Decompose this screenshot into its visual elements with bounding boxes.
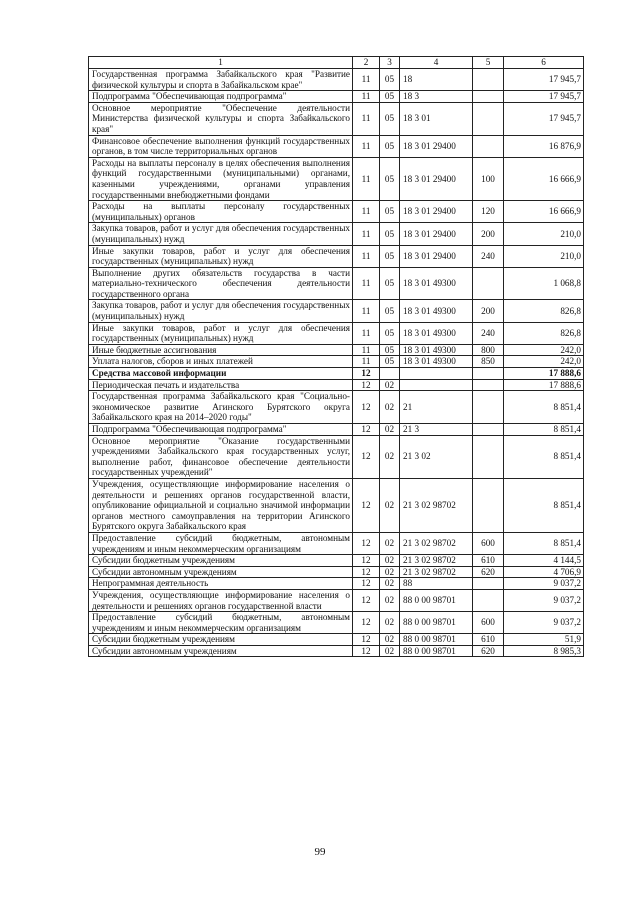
target-article-cell: 88 0 00 98701 <box>400 589 473 611</box>
section-code-cell: 12 <box>353 645 380 657</box>
table-row <box>89 478 584 532</box>
section-code-cell: 12 <box>353 435 380 478</box>
target-article-cell: 88 0 00 98701 <box>400 612 473 634</box>
section-code-cell: 12 <box>353 634 380 646</box>
item-name-cell: Финансовое обеспечение выполнения функций государственных органов, в том числе территориальных органов <box>89 135 353 157</box>
target-article-cell <box>400 368 473 380</box>
expense-type-cell <box>473 589 504 611</box>
table-row <box>89 102 584 135</box>
section-code-cell: 11 <box>353 201 380 223</box>
table-row <box>89 135 584 157</box>
section-code-cell: 12 <box>353 566 380 578</box>
section-code-cell: 12 <box>353 391 380 424</box>
item-name-cell: Подпрограмма "Обеспечивающая подпрограмма" <box>89 424 353 436</box>
target-article-cell: 18 3 01 29400 <box>400 201 473 223</box>
item-name-cell: Периодическая печать и издательства <box>89 379 353 391</box>
expense-type-cell <box>473 435 504 478</box>
item-name-cell: Учреждения, осуществляющие информирование населения о деятельности и решениях органов государственной власти <box>89 589 353 611</box>
item-name-cell: Выполнение других обязательств государства в части материально-технического обеспечения деятельности государственного органа <box>89 267 353 300</box>
expense-type-cell <box>473 578 504 590</box>
item-name-cell: Иные бюджетные ассигнования <box>89 344 353 356</box>
subsection-code-cell: 02 <box>380 578 400 590</box>
table-row <box>89 267 584 300</box>
table-row <box>89 379 584 391</box>
table-row <box>89 91 584 103</box>
item-name-cell: Расходы на выплаты персоналу государственных (муниципальных) органов <box>89 201 353 223</box>
item-name-cell: Субсидии бюджетным учреждениям <box>89 634 353 646</box>
expense-type-cell <box>473 424 504 436</box>
column-header: 3 <box>380 57 400 69</box>
expense-type-cell <box>473 379 504 391</box>
subsection-code-cell: 05 <box>380 322 400 344</box>
amount-cell: 9 037,2 <box>504 612 584 634</box>
table-row <box>89 634 584 646</box>
amount-cell: 17 888,6 <box>504 368 584 380</box>
target-article-cell: 18 3 01 49300 <box>400 300 473 322</box>
column-header: 2 <box>353 57 380 69</box>
amount-cell: 17 945,7 <box>504 102 584 135</box>
item-name-cell: Субсидии автономным учреждениям <box>89 645 353 657</box>
item-name-cell: Субсидии автономным учреждениям <box>89 566 353 578</box>
expense-type-cell <box>473 135 504 157</box>
amount-cell: 8 851,4 <box>504 424 584 436</box>
table-row <box>89 435 584 478</box>
item-name-cell: Государственная программа Забайкальского края "Социально-экономическое развитие Агинского Бурятского округа Забайкальского края на 2014–2020 годы" <box>89 391 353 424</box>
amount-cell: 242,0 <box>504 344 584 356</box>
item-name-cell: Непрограммная деятельность <box>89 578 353 590</box>
subsection-code-cell: 05 <box>380 245 400 267</box>
expense-type-cell: 100 <box>473 157 504 200</box>
table-row <box>89 157 584 200</box>
target-article-cell: 21 <box>400 391 473 424</box>
item-name-cell: Иные закупки товаров, работ и услуг для обеспечения государственных (муниципальных) нужд <box>89 245 353 267</box>
target-article-cell: 21 3 02 98702 <box>400 566 473 578</box>
target-article-cell: 88 0 00 98701 <box>400 645 473 657</box>
subsection-code-cell: 05 <box>380 344 400 356</box>
expense-type-cell <box>473 267 504 300</box>
amount-cell: 8 851,4 <box>504 391 584 424</box>
table-header-row <box>89 57 584 69</box>
subsection-code-cell <box>380 368 400 380</box>
column-header: 6 <box>504 57 584 69</box>
table-row <box>89 532 584 554</box>
subsection-code-cell: 02 <box>380 589 400 611</box>
target-article-cell: 21 3 02 98702 <box>400 532 473 554</box>
amount-cell: 210,0 <box>504 245 584 267</box>
section-code-cell: 12 <box>353 368 380 380</box>
amount-cell: 8 851,4 <box>504 435 584 478</box>
table-row <box>89 368 584 380</box>
target-article-cell: 18 3 01 <box>400 102 473 135</box>
item-name-cell: Уплата налогов, сборов и иных платежей <box>89 356 353 368</box>
target-article-cell: 88 0 00 98701 <box>400 634 473 646</box>
amount-cell: 1 068,8 <box>504 267 584 300</box>
page-number: 99 <box>314 846 326 858</box>
target-article-cell: 18 3 <box>400 91 473 103</box>
amount-cell: 242,0 <box>504 356 584 368</box>
expense-type-cell <box>473 91 504 103</box>
amount-cell: 17 945,7 <box>504 69 584 91</box>
subsection-code-cell: 05 <box>380 267 400 300</box>
expense-type-cell: 240 <box>473 322 504 344</box>
amount-cell: 16 876,9 <box>504 135 584 157</box>
subsection-code-cell: 05 <box>380 102 400 135</box>
subsection-code-cell: 05 <box>380 223 400 245</box>
amount-cell: 9 037,2 <box>504 578 584 590</box>
table-row <box>89 578 584 590</box>
target-article-cell: 21 3 02 98702 <box>400 478 473 532</box>
section-code-cell: 11 <box>353 135 380 157</box>
expense-type-cell: 620 <box>473 645 504 657</box>
target-article-cell: 18 3 01 29400 <box>400 223 473 245</box>
table-row <box>89 344 584 356</box>
section-code-cell: 12 <box>353 424 380 436</box>
subsection-code-cell: 02 <box>380 435 400 478</box>
item-name-cell: Закупка товаров, работ и услуг для обеспечения государственных (муниципальных) нужд <box>89 300 353 322</box>
amount-cell: 4 144,5 <box>504 555 584 567</box>
amount-cell: 4 706,9 <box>504 566 584 578</box>
section-code-cell: 12 <box>353 555 380 567</box>
expense-type-cell: 600 <box>473 612 504 634</box>
table-row <box>89 424 584 436</box>
section-code-cell: 11 <box>353 69 380 91</box>
target-article-cell: 88 <box>400 578 473 590</box>
expense-type-cell: 200 <box>473 300 504 322</box>
section-code-cell: 11 <box>353 102 380 135</box>
table-row <box>89 645 584 657</box>
table-row <box>89 300 584 322</box>
expense-type-cell <box>473 102 504 135</box>
expense-type-cell: 800 <box>473 344 504 356</box>
amount-cell: 8 851,4 <box>504 532 584 554</box>
section-code-cell: 12 <box>353 578 380 590</box>
subsection-code-cell: 05 <box>380 300 400 322</box>
subsection-code-cell: 02 <box>380 645 400 657</box>
expense-type-cell: 240 <box>473 245 504 267</box>
section-code-cell: 11 <box>353 245 380 267</box>
expense-type-cell <box>473 69 504 91</box>
amount-cell: 16 666,9 <box>504 201 584 223</box>
table-row <box>89 322 584 344</box>
subsection-code-cell: 05 <box>380 157 400 200</box>
item-name-cell: Субсидии бюджетным учреждениям <box>89 555 353 567</box>
table-row <box>89 245 584 267</box>
budget-table <box>88 56 584 657</box>
target-article-cell: 18 3 01 49300 <box>400 356 473 368</box>
section-code-cell: 11 <box>353 356 380 368</box>
item-name-cell: Расходы на выплаты персоналу в целях обеспечения выполнения функций государственными (муниципальными) органами, казенными учреждениями, органами управления государственными внебюджетными фондами <box>89 157 353 200</box>
table-row <box>89 391 584 424</box>
table-row <box>89 612 584 634</box>
section-code-cell: 11 <box>353 91 380 103</box>
expense-type-cell: 600 <box>473 532 504 554</box>
table-body <box>89 69 584 657</box>
column-header: 1 <box>89 57 353 69</box>
amount-cell: 210,0 <box>504 223 584 245</box>
table-row <box>89 201 584 223</box>
subsection-code-cell: 05 <box>380 201 400 223</box>
target-article-cell: 21 3 02 <box>400 435 473 478</box>
table-row <box>89 566 584 578</box>
item-name-cell: Подпрограмма "Обеспечивающая подпрограмма" <box>89 91 353 103</box>
subsection-code-cell: 02 <box>380 634 400 646</box>
item-name-cell: Закупка товаров, работ и услуг для обеспечения государственных (муниципальных) нужд <box>89 223 353 245</box>
expense-type-cell: 610 <box>473 555 504 567</box>
table-row <box>89 589 584 611</box>
column-header: 4 <box>400 57 473 69</box>
target-article-cell: 21 3 02 98702 <box>400 555 473 567</box>
item-name-cell: Государственная программа Забайкальского края "Развитие физической культуры и спорта в Забайкальском крае" <box>89 69 353 91</box>
section-code-cell: 12 <box>353 589 380 611</box>
subsection-code-cell: 05 <box>380 69 400 91</box>
amount-cell: 9 037,2 <box>504 589 584 611</box>
expense-type-cell <box>473 478 504 532</box>
section-code-cell: 11 <box>353 157 380 200</box>
expense-type-cell: 610 <box>473 634 504 646</box>
section-code-cell: 11 <box>353 267 380 300</box>
target-article-cell: 18 3 01 49300 <box>400 267 473 300</box>
subsection-code-cell: 02 <box>380 612 400 634</box>
item-name-cell: Предоставление субсидий бюджетным, автономным учреждениям и иным некоммерческим организациям <box>89 612 353 634</box>
amount-cell: 8 985,3 <box>504 645 584 657</box>
target-article-cell: 18 3 01 29400 <box>400 135 473 157</box>
amount-cell: 16 666,9 <box>504 157 584 200</box>
table-row <box>89 555 584 567</box>
table-row <box>89 223 584 245</box>
section-code-cell: 12 <box>353 612 380 634</box>
amount-cell: 17 945,7 <box>504 91 584 103</box>
target-article-cell: 21 3 <box>400 424 473 436</box>
expense-type-cell: 620 <box>473 566 504 578</box>
subsection-code-cell: 02 <box>380 566 400 578</box>
column-header: 5 <box>473 57 504 69</box>
item-name-cell: Основное мероприятие "Обеспечение деятельности Министерства физической культуры и спорта Забайкальского края" <box>89 102 353 135</box>
amount-cell: 826,8 <box>504 322 584 344</box>
amount-cell: 51,9 <box>504 634 584 646</box>
target-article-cell: 18 3 01 29400 <box>400 157 473 200</box>
table-row <box>89 356 584 368</box>
section-code-cell: 11 <box>353 223 380 245</box>
item-name-cell: Иные закупки товаров, работ и услуг для обеспечения государственных (муниципальных) нужд <box>89 322 353 344</box>
amount-cell: 826,8 <box>504 300 584 322</box>
section-code-cell: 12 <box>353 379 380 391</box>
section-code-cell: 12 <box>353 532 380 554</box>
expense-type-cell: 850 <box>473 356 504 368</box>
section-code-cell: 11 <box>353 344 380 356</box>
subsection-code-cell: 02 <box>380 532 400 554</box>
subsection-code-cell: 02 <box>380 478 400 532</box>
table-row <box>89 69 584 91</box>
item-name-cell: Учреждения, осуществляющие информирование населения о деятельности и решениях органов государственной власти, опубликование официальной и социально значимой информации органов местного самоуправления на территории Агинского Бурятского округа Забайкальского края <box>89 478 353 532</box>
amount-cell: 8 851,4 <box>504 478 584 532</box>
item-name-cell: Средства массовой информации <box>89 368 353 380</box>
section-code-cell: 12 <box>353 478 380 532</box>
target-article-cell <box>400 379 473 391</box>
expense-type-cell: 200 <box>473 223 504 245</box>
expense-type-cell <box>473 391 504 424</box>
target-article-cell: 18 3 01 29400 <box>400 245 473 267</box>
expense-type-cell: 120 <box>473 201 504 223</box>
item-name-cell: Предоставление субсидий бюджетным, автономным учреждениям и иным некоммерческим организациям <box>89 532 353 554</box>
subsection-code-cell: 05 <box>380 135 400 157</box>
target-article-cell: 18 3 01 49300 <box>400 322 473 344</box>
subsection-code-cell: 02 <box>380 379 400 391</box>
target-article-cell: 18 <box>400 69 473 91</box>
section-code-cell: 11 <box>353 300 380 322</box>
target-article-cell: 18 3 01 49300 <box>400 344 473 356</box>
subsection-code-cell: 02 <box>380 555 400 567</box>
section-code-cell: 11 <box>353 322 380 344</box>
subsection-code-cell: 02 <box>380 424 400 436</box>
amount-cell: 17 888,6 <box>504 379 584 391</box>
subsection-code-cell: 05 <box>380 91 400 103</box>
expense-type-cell <box>473 368 504 380</box>
subsection-code-cell: 05 <box>380 356 400 368</box>
item-name-cell: Основное мероприятие "Оказание государственными учреждениями Забайкальского края государственных услуг, выполнение работ, финансовое обеспечение деятельности государственных учреждений" <box>89 435 353 478</box>
subsection-code-cell: 02 <box>380 391 400 424</box>
